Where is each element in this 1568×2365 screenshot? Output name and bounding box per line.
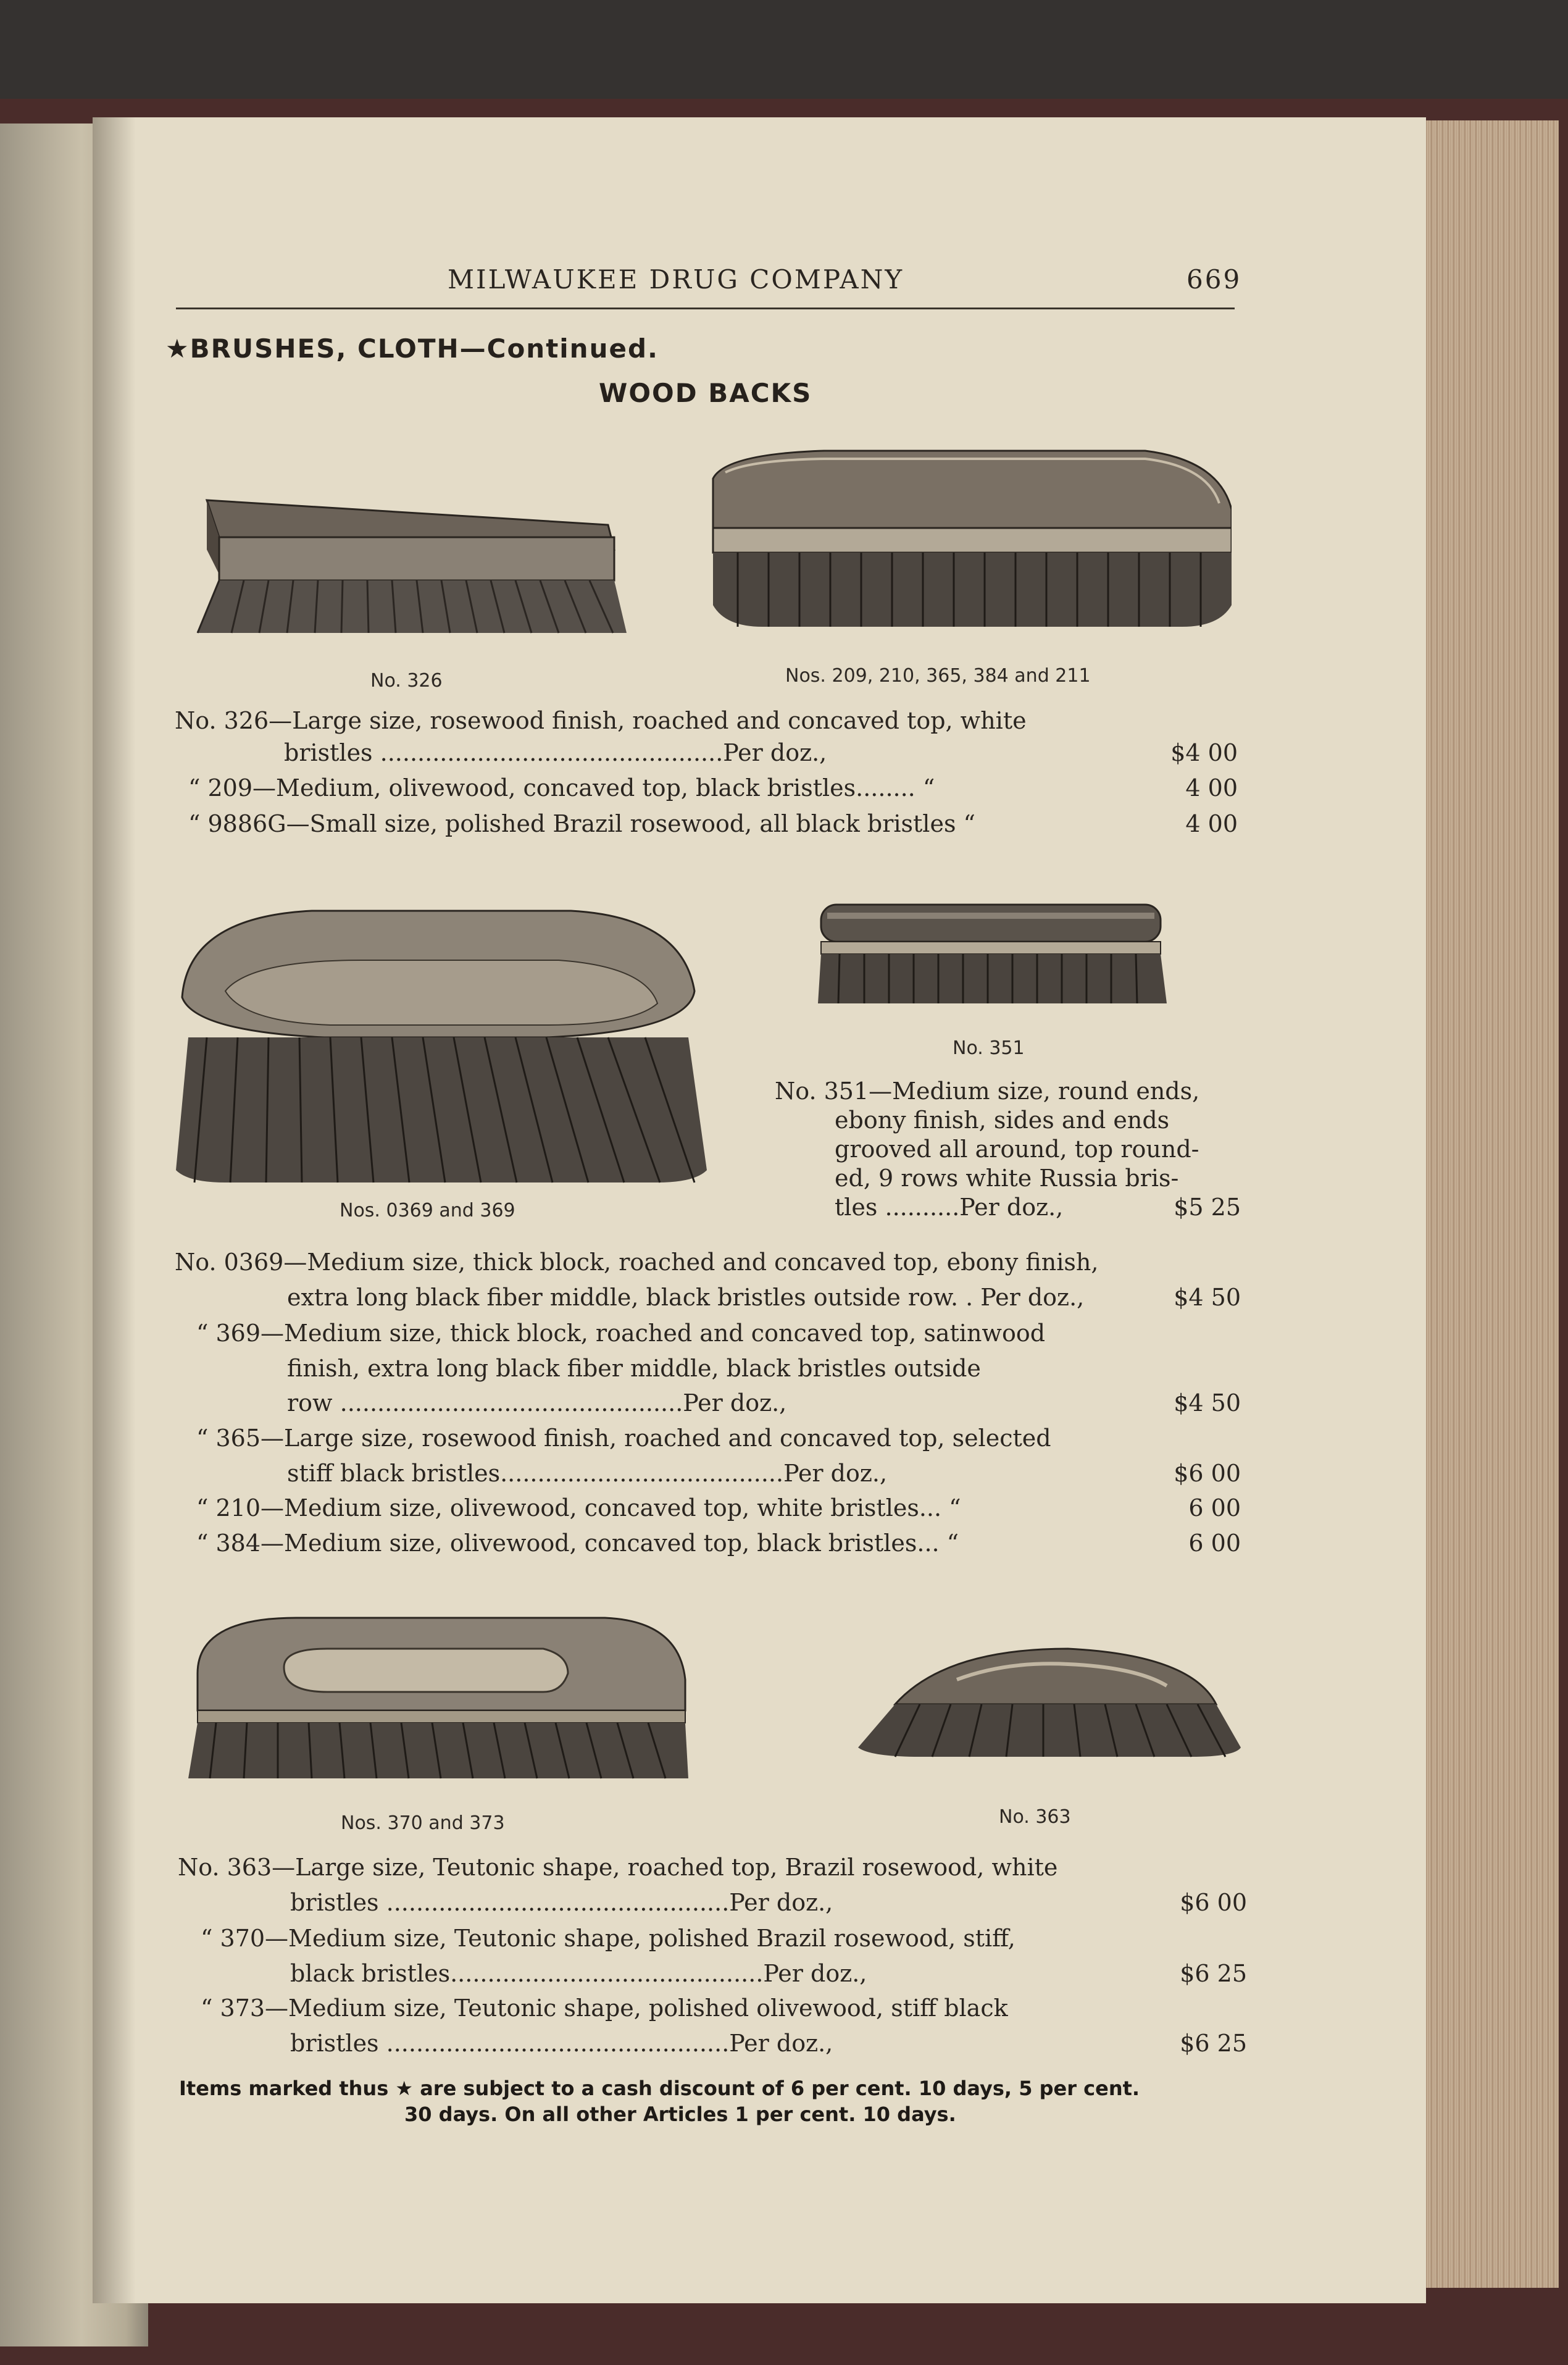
- item-351-price: $5 25: [1174, 1194, 1241, 1221]
- section-subtitle: WOOD BACKS: [599, 378, 812, 408]
- item-209-price: 4 00: [1185, 774, 1238, 802]
- header-rule: [176, 308, 1235, 309]
- item-373-line-1: “ 373—Medium size, Teutonic shape, polished olivewood, stiff black: [201, 1995, 1008, 2022]
- brush-370-illustration: [185, 1612, 691, 1785]
- item-351-line-2: ebony finish, sides and ends: [835, 1107, 1170, 1134]
- item-370-line-1: “ 370—Medium size, Teutonic shape, polished Brazil rosewood, stiff,: [201, 1925, 1015, 1952]
- page-number: 669: [1186, 264, 1242, 295]
- item-369-price: $4 50: [1174, 1389, 1241, 1417]
- item-369-line-1: “ 369—Medium size, thick block, roached and concaved top, satinwood: [196, 1320, 1046, 1347]
- item-351-line-1: No. 351—Medium size, round ends,: [775, 1078, 1200, 1105]
- brush-0369-illustration: [176, 898, 707, 1189]
- item-326-line-2: bristles ..............................................Per doz.,: [284, 739, 827, 766]
- brush-326-illustration: [182, 482, 633, 642]
- item-365-line-2: stiff black bristles......................................Per doz.,: [287, 1460, 888, 1487]
- page-edges: [1417, 120, 1559, 2288]
- item-370-line-2: black bristles..........................................Per doz.,: [290, 1960, 867, 1987]
- caption-370: Nos. 370 and 373: [341, 1812, 505, 1834]
- item-373-price: $6 25: [1180, 2030, 1247, 2057]
- item-326-line-1: No. 326—Large size, rosewood finish, roached and concaved top, white: [175, 707, 1027, 734]
- caption-363: No. 363: [999, 1806, 1071, 1828]
- item-363-price: $6 00: [1180, 1889, 1247, 1916]
- company-header: MILWAUKEE DRUG COMPANY: [448, 264, 904, 295]
- item-363-line-2: bristles ..............................................Per doz.,: [290, 1889, 833, 1916]
- discount-footnote-line-1: Items marked thus ★ are subject to a cash discount of 6 per cent. 10 days, 5 per cent.: [179, 2077, 1140, 2100]
- item-369-line-2: finish, extra long black fiber middle, black bristles outside: [287, 1355, 981, 1382]
- item-9886g-line: “ 9886G—Small size, polished Brazil rosewood, all black bristles “: [188, 810, 975, 837]
- section-title: ★BRUSHES, CLOTH—Continued.: [165, 333, 659, 364]
- item-363-line-1: No. 363—Large size, Teutonic shape, roached top, Brazil rosewood, white: [178, 1854, 1058, 1881]
- item-369-line-3: row ..............................................Per doz.,: [287, 1389, 787, 1417]
- item-210-price: 6 00: [1188, 1494, 1241, 1522]
- item-0369-price: $4 50: [1174, 1284, 1241, 1311]
- brush-209-illustration: [701, 442, 1232, 633]
- discount-footnote-line-2: 30 days. On all other Articles 1 per cent. 10 days.: [404, 2103, 956, 2126]
- item-384-line: “ 384—Medium size, olivewood, concaved top, black bristles... “: [196, 1530, 959, 1557]
- brush-363-illustration: [846, 1636, 1247, 1760]
- caption-209: Nos. 209, 210, 365, 384 and 211: [785, 665, 1091, 687]
- caption-0369: Nos. 0369 and 369: [340, 1200, 515, 1221]
- item-351-line-3: grooved all around, top round-: [835, 1136, 1199, 1163]
- item-351-line-4: ed, 9 rows white Russia bris-: [835, 1165, 1179, 1192]
- item-373-line-2: bristles ..............................................Per doz.,: [290, 2030, 833, 2057]
- item-384-price: 6 00: [1188, 1530, 1241, 1557]
- item-365-line-1: “ 365—Large size, rosewood finish, roached and concaved top, selected: [196, 1425, 1051, 1452]
- item-9886g-price: 4 00: [1185, 810, 1238, 837]
- item-365-price: $6 00: [1174, 1460, 1241, 1487]
- item-326-price: $4 00: [1170, 739, 1238, 766]
- item-210-line: “ 210—Medium size, olivewood, concaved top, white bristles... “: [196, 1494, 961, 1522]
- caption-326: No. 326: [370, 670, 443, 692]
- brush-351-illustration: [815, 902, 1170, 1007]
- item-351-line-5: tles ..........Per doz.,: [835, 1194, 1064, 1221]
- item-0369-line-1: No. 0369—Medium size, thick block, roached and concaved top, ebony finish,: [175, 1249, 1099, 1276]
- item-370-price: $6 25: [1180, 1960, 1247, 1987]
- item-0369-line-2: extra long black fiber middle, black bristles outside row. . Per doz.,: [287, 1284, 1085, 1311]
- gutter-shadow: [93, 117, 136, 2303]
- item-209-line: “ 209—Medium, olivewood, concaved top, black bristles........ “: [188, 774, 935, 802]
- caption-351: No. 351: [953, 1037, 1025, 1059]
